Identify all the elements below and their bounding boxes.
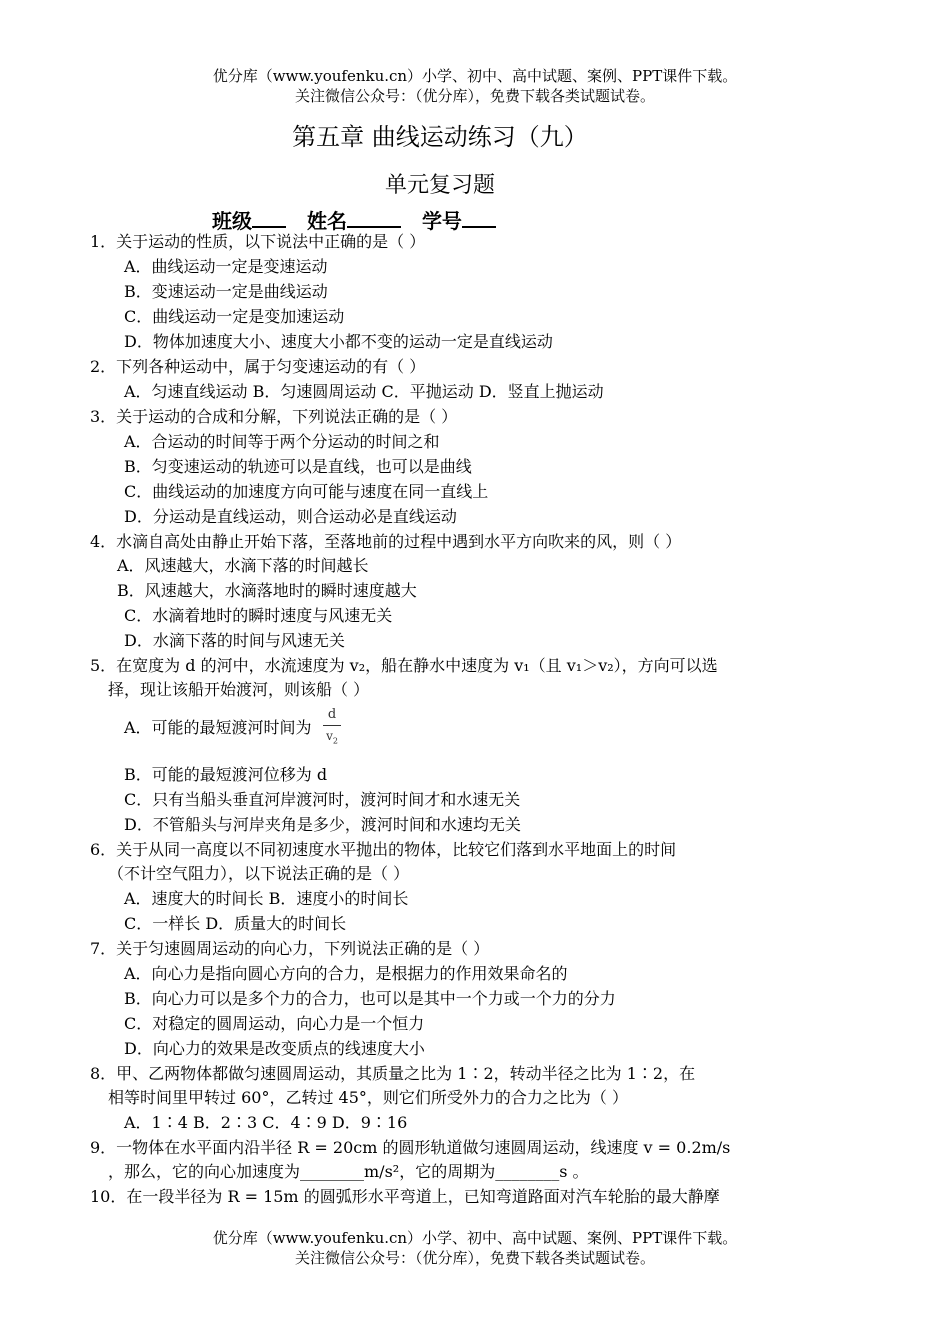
footer-line-1: 优分库（www.youfenku.cn）小学、初中、高中试题、案例、PPT课件下载。 (212, 1229, 738, 1247)
q1-option-a: A．曲线运动一定是变速运动 (124, 257, 328, 276)
class-blank[interactable] (252, 208, 286, 228)
q1-option-c: C．曲线运动一定是变加速运动 (124, 307, 345, 326)
number-label: 学号 (421, 209, 462, 233)
name-label: 姓名 (306, 209, 347, 233)
footer-line-2: 关注微信公众号：（优分库），免费下载各类试题试卷。 (294, 1249, 655, 1267)
q1-stem: 1．关于运动的性质，以下说法中正确的是（ ） (90, 232, 426, 251)
q6-options-cd: C．一样长 D．质量大的时间长 (124, 914, 347, 933)
q5-fraction (323, 707, 341, 745)
q2-options: A．匀速直线运动 B．匀速圆周运动 C．平抛运动 D．竖直上抛运动 (124, 382, 604, 401)
number-blank[interactable] (462, 208, 496, 228)
student-info (212, 205, 510, 234)
q1-option-d: D．物体加速度大小、速度大小都不变的运动一定是直线运动 (124, 332, 553, 351)
q8-stem-line-2: 相等时间里甲转过 60°，乙转过 45°，则它们所受外力的合力之比为（ ） (108, 1088, 628, 1107)
q7-option-b: B．向心力可以是多个力的合力，也可以是其中一个力或一个力的分力 (124, 989, 616, 1008)
q9-stem-line-1: 9．一物体在水平面内沿半径 R = 20cm 的圆形轨道做匀速圆周运动，线速度 v = 0.2m/s (90, 1138, 731, 1157)
q7-option-a: A．向心力是指向圆心方向的合力，是根据力的作用效果命名的 (124, 964, 568, 983)
q5-fraction-bar (323, 725, 341, 726)
q5-option-d: D．不管船头与河岸夹角是多少，渡河时间和水速均无关 (124, 815, 521, 834)
q6-options-ab: A．速度大的时间长 B．速度小的时间长 (124, 889, 409, 908)
q6-stem-line-2: （不计空气阻力），以下说法正确的是（ ） (108, 864, 410, 883)
header-line-2: 关注微信公众号：（优分库），免费下载各类试题试卷。 (294, 87, 655, 105)
q7-option-c: C．对稳定的圆周运动，向心力是一个恒力 (124, 1014, 425, 1033)
q3-option-a: A．合运动的时间等于两个分运动的时间之和 (124, 432, 440, 451)
q4-stem: 4．水滴自高处由静止开始下落，至落地前的过程中遇到水平方向吹来的风，则（ ） (90, 532, 682, 551)
q5-option-c: C．只有当船头垂直河岸渡河时，渡河时间才和水速无关 (124, 790, 521, 809)
q1-option-b: B．变速运动一定是曲线运动 (124, 282, 328, 301)
q4-option-a: A．风速越大，水滴下落的时间越长 (117, 556, 369, 575)
q7-option-d: D．向心力的效果是改变质点的线速度大小 (124, 1039, 425, 1058)
q4-option-d: D．水滴下落的时间与风速无关 (124, 631, 345, 650)
q7-stem: 7．关于匀速圆周运动的向心力，下列说法正确的是（ ） (90, 939, 490, 958)
q4-option-c: C．水滴着地时的瞬时速度与风速无关 (124, 606, 393, 625)
q5-fraction-numerator: d (327, 707, 337, 722)
q3-stem: 3．关于运动的合成和分解，下列说法正确的是（ ） (90, 407, 458, 426)
q6-stem-line-1: 6．关于从同一高度以不同初速度水平抛出的物体，比较它们落到水平地面上的时间 (90, 840, 677, 859)
header-line-1: 优分库（www.youfenku.cn）小学、初中、高中试题、案例、PPT课件下载。 (212, 67, 738, 85)
page-title: 第五章 曲线运动练习（九） (292, 123, 588, 151)
q3-option-d: D．分运动是直线运动，则合运动必是直线运动 (124, 507, 457, 526)
class-label: 班级 (212, 209, 252, 233)
q9-stem-line-2: ，那么，它的向心加速度为________m/s²，它的周期为________s 。 (108, 1162, 589, 1181)
q8-options: A．1∶4 B．2∶3 C．4∶9 D．9∶16 (124, 1113, 408, 1132)
q5-option-a: A．可能的最短渡河时间为 (124, 718, 312, 737)
q3-option-c: C．曲线运动的加速度方向可能与速度在同一直线上 (124, 482, 489, 501)
q8-stem-line-1: 8．甲、乙两物体都做匀速圆周运动，其质量之比为 1∶2，转动半径之比为 1∶2，在 (90, 1064, 696, 1083)
q4-option-b: B．风速越大，水滴落地时的瞬时速度越大 (117, 581, 417, 600)
q2-stem: 2．下列各种运动中，属于匀变速运动的有（ ） (90, 357, 426, 376)
q10-stem-line-1: 10．在一段半径为 R = 15m 的圆弧形水平弯道上，已知弯道路面对汽车轮胎的最大静摩 (90, 1187, 720, 1206)
page-subtitle: 单元复习题 (384, 173, 495, 198)
q5-fraction-denominator: $v_2$ (326, 729, 338, 746)
q5-option-b: B．可能的最短渡河位移为 d (124, 765, 328, 784)
name-blank[interactable] (347, 208, 401, 228)
q3-option-b: B．匀变速运动的轨迹可以是直线，也可以是曲线 (124, 457, 472, 476)
q5-stem-line-1: 5．在宽度为 d 的河中，水流速度为 v₂，船在静水中速度为 v₁（且 v₁＞v₂），方向可以选 (90, 656, 718, 675)
q5-stem-line-2: 择，现让该船开始渡河，则该船（ ） (108, 680, 370, 699)
